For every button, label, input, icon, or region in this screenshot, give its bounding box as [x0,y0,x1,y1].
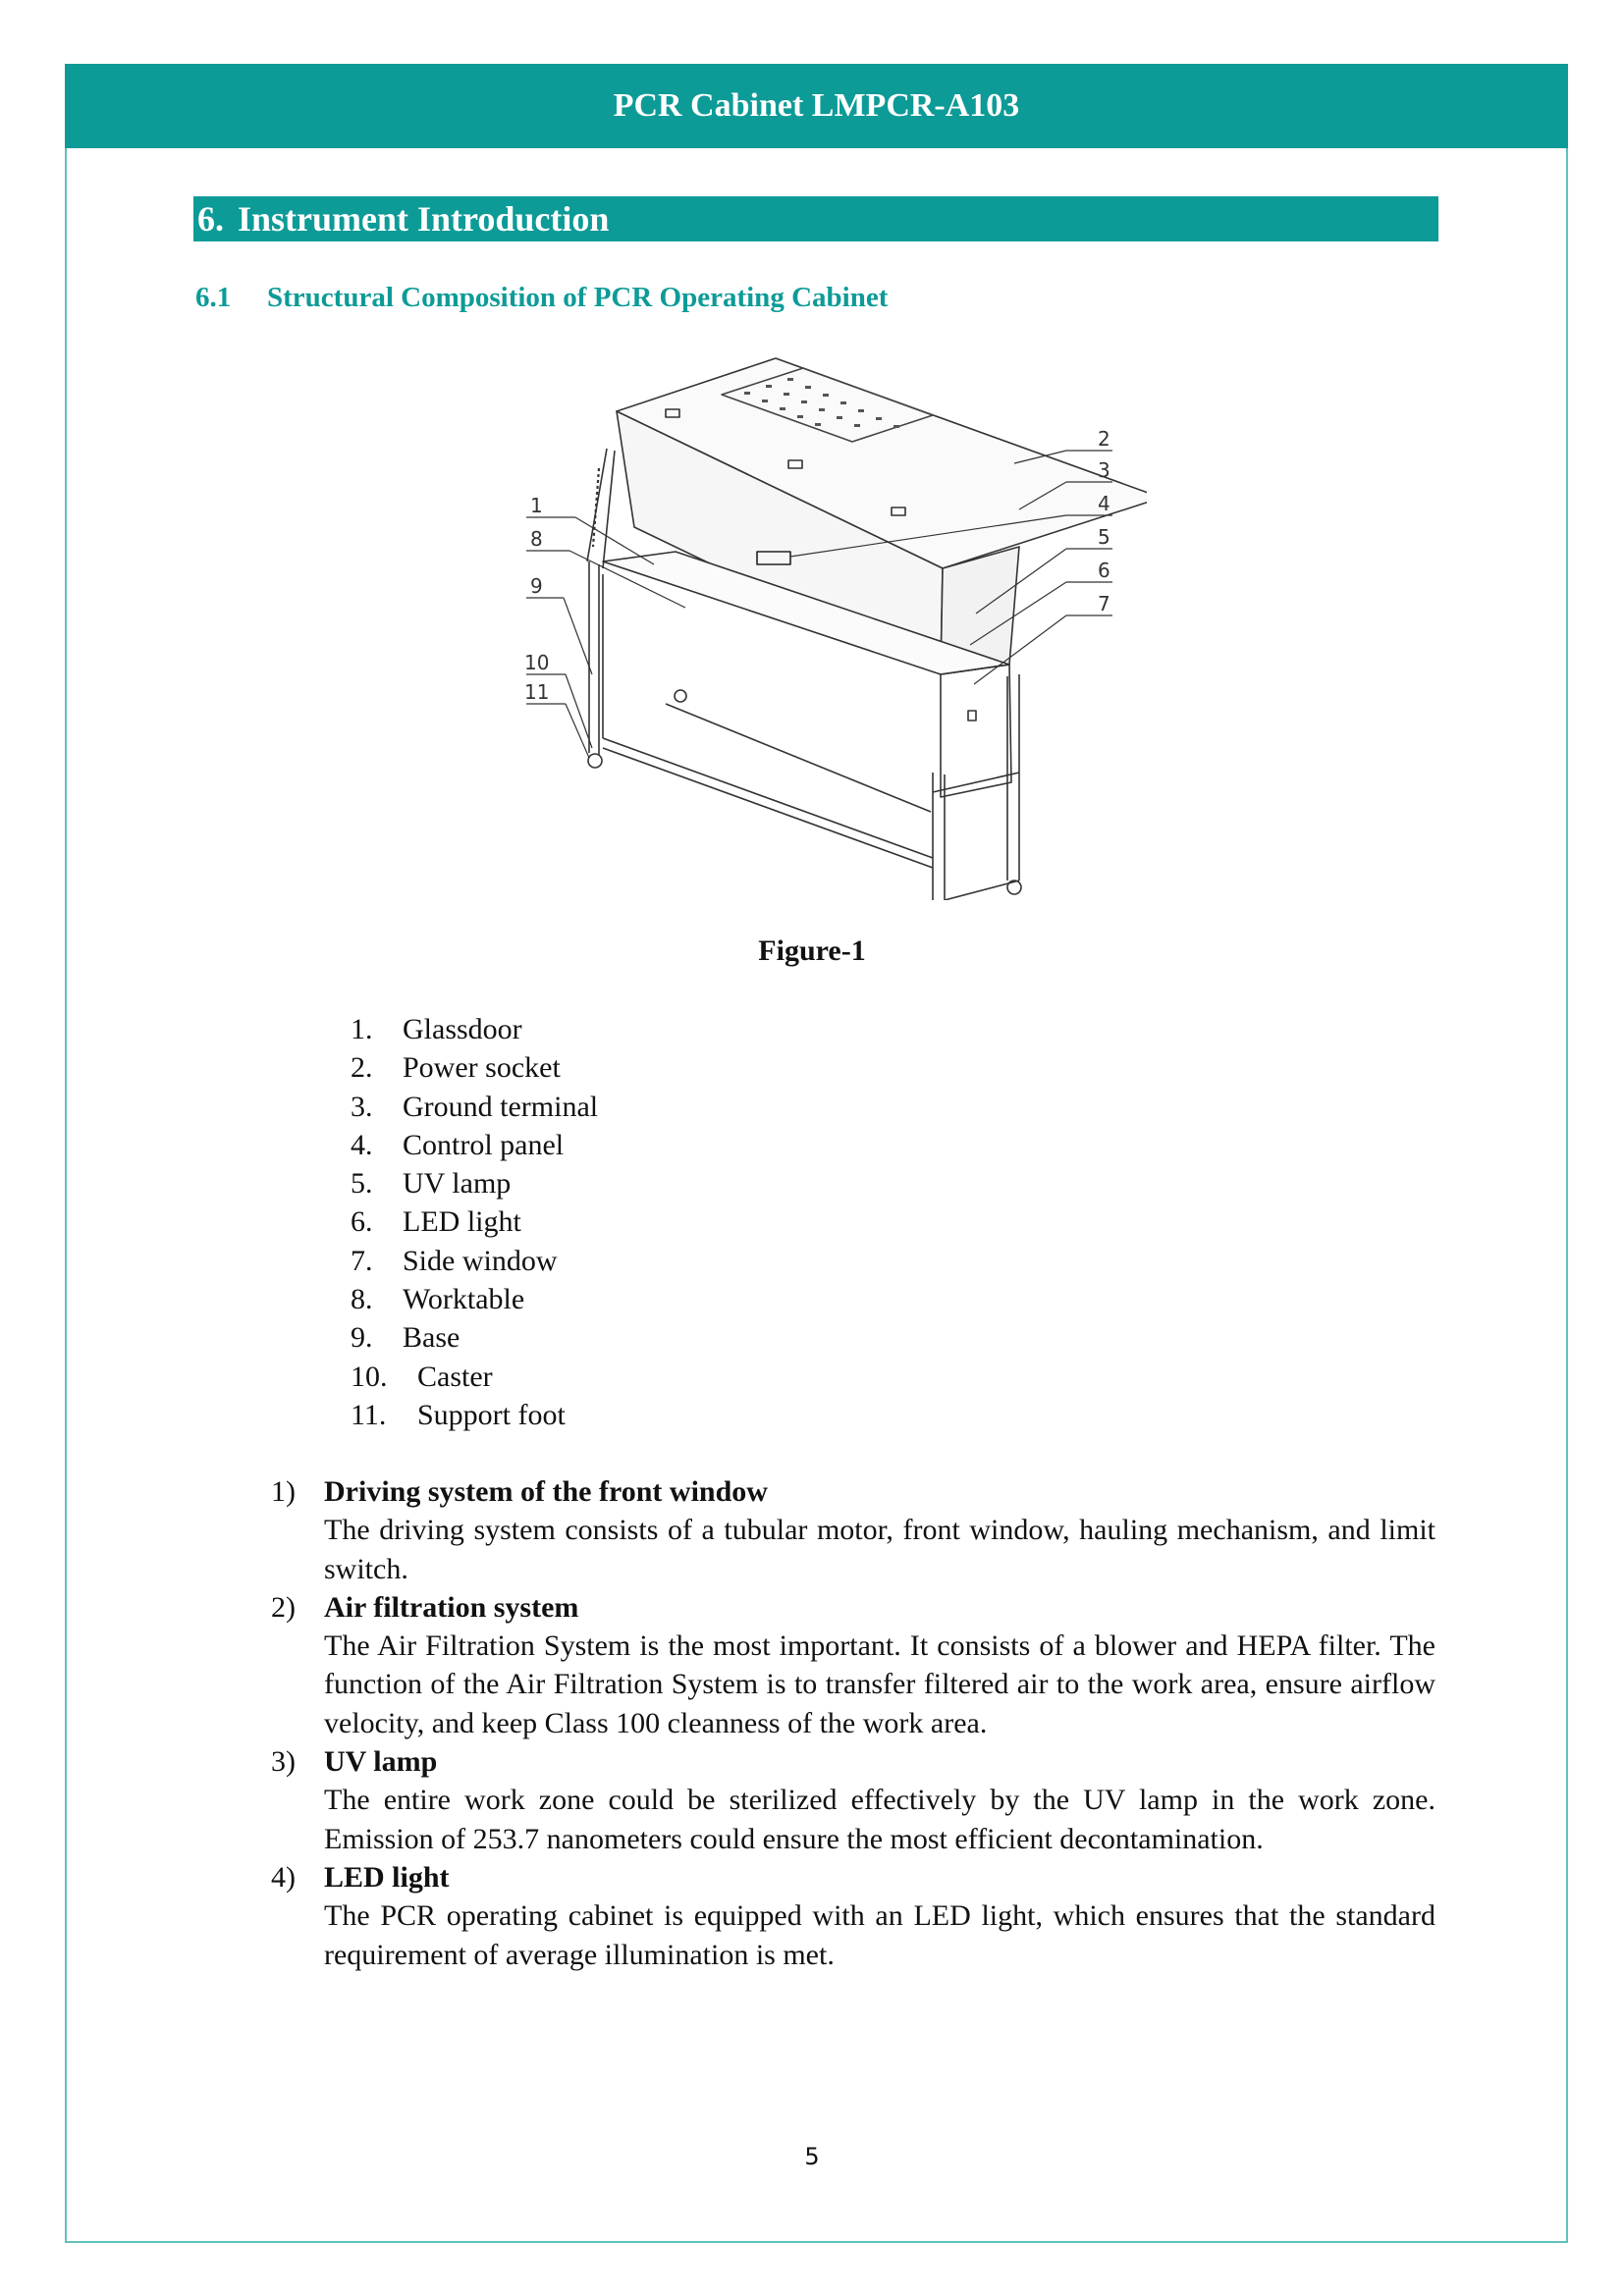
list-item [351,1010,598,1048]
list-item-index: 9. [351,1321,373,1355]
callout-11: 11 [524,680,550,704]
list-item-label: Ground terminal [403,1090,599,1123]
list-item-label: Caster [417,1360,493,1393]
figure-caption: Figure-1 [758,934,866,967]
list-item [351,1126,598,1164]
callout-2: 2 [1098,427,1110,451]
list-item-label: Control panel [403,1128,565,1161]
list-item [351,1242,598,1280]
callout-4: 4 [1098,492,1110,515]
cabinet-diagram [509,350,1147,900]
parts-list [351,1010,598,1434]
list-item-index: 8. [351,1283,373,1316]
callout-10: 10 [524,651,550,674]
list-item [351,1088,598,1126]
list-item [351,1202,598,1241]
list-item-index: 3. [351,1090,373,1123]
section-heading [193,196,1438,241]
feature-title: Air filtration system [324,1590,579,1624]
list-item-index: 6. [351,1205,373,1239]
list-item-label: Glassdoor [403,1013,522,1045]
list-item-index: 1. [351,1013,373,1045]
feature-number: 4) [271,1860,296,1894]
feature-title: LED light [324,1860,450,1894]
section-title: Instrument Introduction [238,199,610,239]
feature-title: UV lamp [324,1745,438,1779]
feature-number: 2) [271,1590,296,1624]
callout-5: 5 [1098,525,1110,549]
list-item-index: 2. [351,1051,373,1085]
page-number: 5 [804,2143,820,2170]
caster [588,754,602,768]
list-item-label: Worktable [403,1283,525,1316]
list-item [351,1164,598,1202]
feature-item [271,1588,1435,1742]
list-item-index: 10. [351,1360,388,1393]
callout-7: 7 [1098,592,1110,615]
subsection-heading [195,282,888,314]
list-item [351,1358,598,1396]
feature-text: The Air Filtration System is the most important. It consists of a blower and HEPA filter. The function of the Air Filtration System is to transfer filtered air to the work area, ensure airflow velocity, and keep Class 100 cleanness of the work area. [324,1629,1435,1739]
feature-list [271,1472,1435,1974]
feature-number: 1) [271,1475,296,1508]
callout-1: 1 [530,494,543,517]
list-item-index: 11. [351,1398,387,1431]
list-item-label: Side window [403,1244,558,1277]
list-item-label: UV lamp [403,1167,512,1201]
list-item-label: Support foot [417,1398,566,1431]
list-item [351,1280,598,1318]
document-title: PCR Cabinet LMPCR-A103 [613,87,1020,124]
list-item-index: 7. [351,1244,373,1277]
list-item [351,1048,598,1087]
list-item-label: Base [403,1321,460,1355]
list-item-index: 4. [351,1128,373,1161]
feature-item [271,1742,1435,1858]
led-light [968,711,976,721]
callout-8: 8 [530,527,543,551]
subsection-number: 6.1 [195,282,232,313]
subsection-title: Structural Composition of PCR Operating Cabinet [267,282,889,313]
feature-text: The entire work zone could be sterilized effectively by the UV lamp in the work zone. Emission of 253.7 nanometers could ensure the most efficient decontamination. [324,1784,1435,1855]
caster [675,690,686,702]
list-item-index: 5. [351,1167,373,1201]
callout-3: 3 [1098,458,1110,482]
feature-item [271,1472,1435,1588]
list-item [351,1396,598,1434]
feature-text: The driving system consists of a tubular motor, front window, hauling mechanism, and limit switch. [324,1514,1435,1585]
feature-text: The PCR operating cabinet is equipped with an LED light, which ensures that the standard requirement of average illumination is met. [324,1899,1435,1971]
list-item-label: Power socket [403,1051,561,1085]
feature-title: Driving system of the front window [324,1475,768,1508]
section-number: 6. [197,199,224,239]
feature-item [271,1858,1435,1974]
list-item [351,1318,598,1357]
feature-number: 3) [271,1745,296,1779]
callout-9: 9 [530,574,543,598]
callout-6: 6 [1098,559,1110,582]
list-item-label: LED light [403,1205,521,1239]
document-header [65,64,1568,148]
glass-door [587,449,615,568]
